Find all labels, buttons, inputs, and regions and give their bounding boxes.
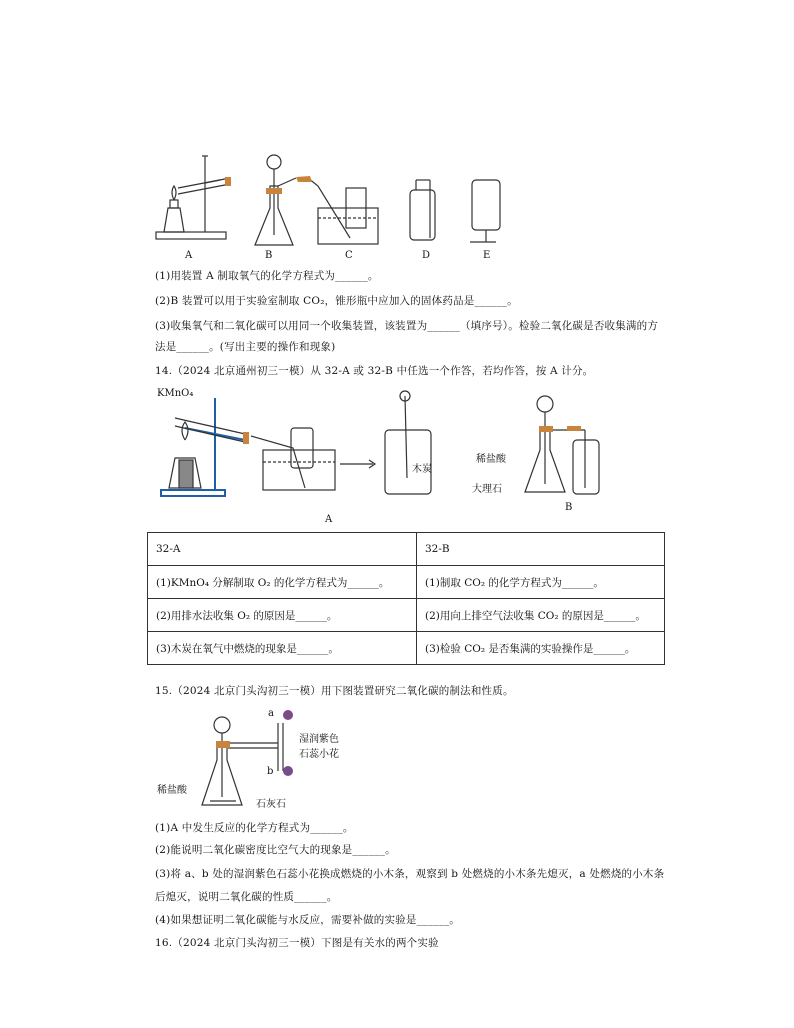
table-cell: (1)制取 CO₂ 的化学方程式为______。 [417, 566, 665, 599]
apparatus-14-drawing [155, 388, 615, 514]
q16-header: 16.（2024 北京门头沟初三一模）下图是有关水的两个实验 [155, 937, 439, 949]
fig13-label-e: E [483, 250, 491, 261]
fig14-charcoal-label: 木炭 [412, 464, 432, 475]
q13-line-2: (2)B 装置可以用于实验室制取 CO₂，锥形瓶中应加入的固体药品是______。 [155, 295, 518, 307]
q15-line-4: 后熄灭，说明二氧化碳的性质______。 [155, 891, 338, 903]
apparatus-15-drawing [190, 705, 310, 810]
fig14-label-b: B [565, 502, 573, 513]
q15-line-1: (1)A 中发生反应的化学方程式为______。 [155, 822, 354, 834]
fig14-marble-label: 大理石 [472, 484, 502, 495]
fig15-flower-label-1: 湿润紫色 [299, 734, 339, 745]
fig15-limestone-label: 石灰石 [256, 799, 286, 810]
q13-line-4: 法是______。(写出主要的操作和现象) [155, 341, 336, 353]
figure-13-apparatus [150, 150, 520, 250]
figure-15-apparatus [190, 705, 310, 810]
table-header-row [148, 533, 665, 566]
fig13-label-c: C [345, 250, 353, 261]
q15-line-5: (4)如果想证明二氧化碳能与水反应，需要补做的实验是______。 [155, 914, 460, 926]
fig13-label-a: A [185, 250, 193, 261]
fig13-label-d: D [422, 250, 431, 261]
q15-line-3: (3)将 a、b 处的湿润紫色石蕊小花换成燃烧的小木条，观察到 b 处燃烧的小木条先熄灭，a 处燃烧的小木条 [155, 868, 665, 880]
q14-table [147, 532, 665, 665]
q13-line-1: (1)用装置 A 制取氧气的化学方程式为______。 [155, 270, 379, 282]
fig13-label-b: B [265, 250, 273, 261]
table-row [148, 632, 665, 665]
table-cell: (3)检验 CO₂ 是否集满的实验操作是______。 [417, 632, 665, 665]
fig14-kmno4-label: KMnO₄ [157, 388, 194, 399]
table-row [148, 566, 665, 599]
table-cell: (1)KMnO₄ 分解制取 O₂ 的化学方程式为______。 [148, 566, 417, 599]
fig15-a-label: a [268, 708, 274, 719]
table-cell: (2)用向上排空气法收集 CO₂ 的原因是______。 [417, 599, 665, 632]
fig14-label-a: A [325, 514, 333, 525]
q15-header: 15.（2024 北京门头沟初三一模）用下图装置研究二氧化碳的制法和性质。 [155, 685, 514, 697]
apparatus-drawing [150, 150, 520, 250]
table-cell: (2)用排水法收集 O₂ 的原因是______。 [148, 599, 417, 632]
table-cell: (3)木炭在氧气中燃烧的现象是______。 [148, 632, 417, 665]
fig15-flower-label-2: 石蕊小花 [299, 749, 339, 760]
q15-line-2: (2)能说明二氧化碳密度比空气大的现象是______。 [155, 844, 396, 856]
q13-line-3: (3)收集氧气和二氧化碳可以用同一个收集装置，该装置为______（填序号）。检验二氧化碳是否收集满的方 [155, 320, 659, 332]
table-header-cell: 32-B [417, 533, 665, 566]
table-header-cell: 32-A [148, 533, 417, 566]
fig15-b-label: b [267, 766, 274, 777]
table-row [148, 599, 665, 632]
figure-14-apparatus [155, 388, 615, 514]
fig14-acid-label: 稀盐酸 [476, 454, 506, 465]
fig15-acid-label: 稀盐酸 [157, 785, 187, 796]
q14-header: 14.（2024 北京通州初三一模）从 32-A 或 32-B 中任选一个作答，若均作答，按 A 计分。 [155, 365, 594, 377]
